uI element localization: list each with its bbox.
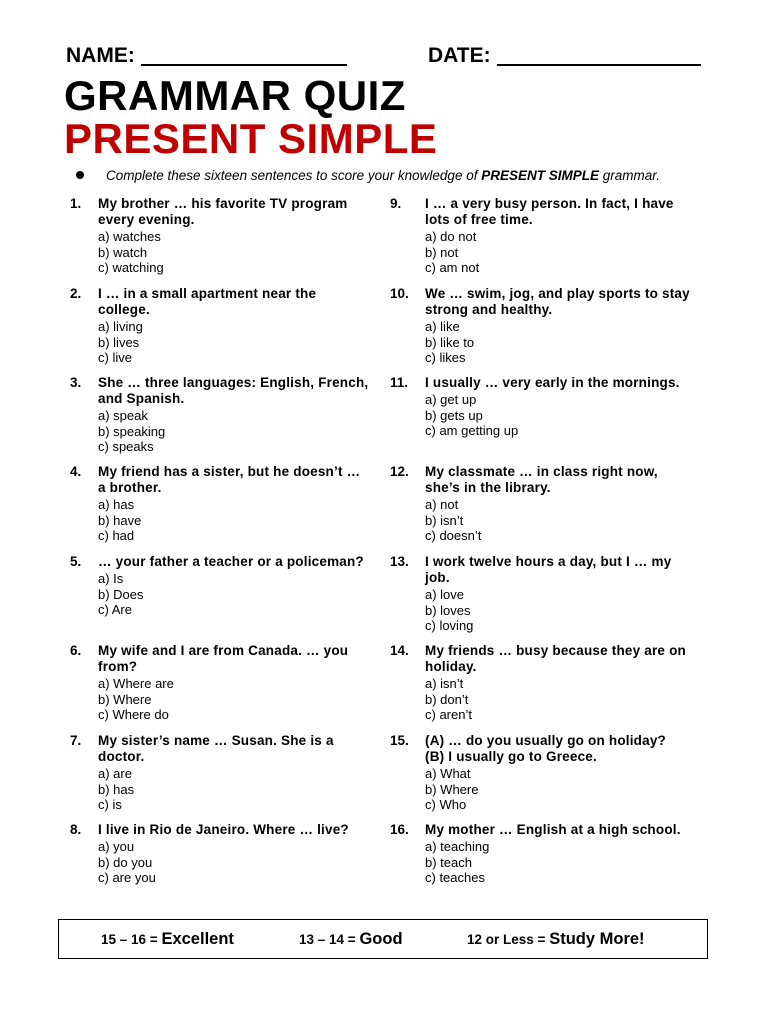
answer-option-c[interactable]: c) had — [98, 528, 135, 543]
answer-option-a[interactable]: a) get up — [425, 392, 477, 407]
answer-option-a[interactable]: a) do not — [425, 229, 477, 244]
quiz-subtitle: PRESENT SIMPLE — [64, 115, 438, 162]
question-number: 8. — [70, 822, 82, 837]
answer-options — [425, 229, 690, 276]
answer-option-a[interactable]: a) are — [98, 766, 132, 781]
question-number: 10. — [390, 286, 409, 301]
score-label-study-more: Study More! — [549, 930, 645, 948]
answer-options — [425, 497, 690, 544]
question-text: My classmate … in class right now, she’s in the library. — [425, 464, 658, 495]
score-good — [299, 930, 403, 949]
answer-option-b[interactable]: b) like to — [425, 334, 475, 350]
question-text: I … in a small apartment near the college. — [98, 286, 317, 317]
date-field — [428, 44, 701, 68]
bullet-icon — [76, 171, 84, 179]
question-text: I … a very busy person. In fact, I have lots of free time. — [425, 196, 674, 227]
question-number: 7. — [70, 733, 82, 748]
score-range-excellent: 15 – 16 = — [101, 932, 158, 947]
question-10 — [390, 286, 690, 366]
answer-option-b[interactable]: b) isn’t — [425, 512, 464, 528]
question-text: I usually … very early in the mornings. — [425, 375, 680, 390]
question-text: We … swim, jog, and play sports to stay strong and healthy. — [425, 286, 690, 317]
answer-options — [98, 408, 370, 455]
question-13 — [390, 554, 690, 634]
question-number: 1. — [70, 196, 82, 211]
answer-options — [98, 839, 370, 886]
answer-option-b[interactable]: b) teach — [425, 854, 472, 870]
question-number: 11. — [390, 375, 409, 390]
answer-options — [98, 229, 370, 276]
question-11 — [390, 375, 690, 439]
name-field — [66, 44, 347, 68]
answer-option-c[interactable]: c) teaches — [425, 870, 485, 885]
answer-option-c[interactable]: c) Where do — [98, 707, 169, 722]
answer-option-b[interactable]: b) do you — [98, 854, 153, 870]
question-number: 3. — [70, 375, 82, 390]
answer-option-b[interactable]: b) gets up — [425, 407, 483, 423]
answer-options — [98, 766, 370, 813]
answer-option-b[interactable]: b) lives — [98, 334, 140, 350]
question-text: My friend has a sister, but he doesn’t … a brother. — [98, 464, 361, 495]
name-date-row — [66, 44, 706, 74]
question-text: … your father a teacher or a policeman? — [98, 554, 364, 569]
answer-option-c[interactable]: c) speaks — [98, 439, 154, 454]
answer-option-a[interactable]: a) like — [425, 319, 460, 334]
question-number: 15. — [390, 733, 409, 748]
answer-options — [425, 587, 690, 634]
answer-option-a[interactable]: a) teaching — [425, 839, 490, 854]
answer-option-b[interactable]: b) speaking — [98, 423, 166, 439]
answer-option-b[interactable]: b) don’t — [425, 691, 469, 707]
answer-option-c[interactable]: c) live — [98, 350, 132, 365]
answer-option-b[interactable]: b) Where — [98, 691, 152, 707]
instructions-text-after: grammar. — [602, 168, 661, 183]
question-text: She … three languages: English, French, and Spanish. — [98, 375, 369, 406]
instructions-text-before: Complete these sixteen sentences to score your knowledge of — [106, 168, 478, 183]
question-8 — [70, 822, 370, 886]
date-blank-line[interactable] — [497, 44, 701, 66]
answer-option-c[interactable]: c) watching — [98, 260, 164, 275]
answer-option-c[interactable]: c) likes — [425, 350, 466, 365]
question-number: 16. — [390, 822, 409, 837]
question-15 — [390, 733, 690, 813]
question-text: I live in Rio de Janeiro. Where … live? — [98, 822, 349, 837]
question-number: 4. — [70, 464, 82, 479]
score-label-excellent: Excellent — [161, 930, 234, 948]
answer-option-a[interactable]: a) you — [98, 839, 135, 854]
score-label-good: Good — [359, 930, 403, 948]
answer-options — [425, 676, 690, 723]
answer-option-c[interactable]: c) am getting up — [425, 423, 519, 438]
question-number: 6. — [70, 643, 82, 658]
score-study-more — [467, 930, 645, 949]
question-number: 14. — [390, 643, 409, 658]
answer-options — [425, 839, 690, 886]
question-text: (A) … do you usually go on holiday? (B) I usually go to Greece. — [425, 733, 666, 764]
question-number: 12. — [390, 464, 409, 479]
name-blank-line[interactable] — [141, 44, 347, 66]
answer-option-a[interactable]: a) What — [425, 766, 471, 781]
question-4 — [70, 464, 370, 544]
score-range-study-more: 12 or Less = — [467, 932, 546, 947]
answer-option-a[interactable]: a) not — [425, 497, 459, 512]
question-7 — [70, 733, 370, 813]
answer-option-a[interactable]: a) has — [98, 497, 135, 512]
question-6 — [70, 643, 370, 723]
answer-options — [98, 571, 370, 618]
question-2 — [70, 286, 370, 366]
answer-options — [425, 392, 690, 439]
answer-option-a[interactable]: a) speak — [98, 408, 148, 423]
score-box — [58, 919, 708, 959]
question-number: 2. — [70, 286, 82, 301]
answer-option-b[interactable]: b) not — [425, 244, 459, 260]
instructions — [76, 168, 660, 183]
question-3 — [70, 375, 370, 455]
answer-option-b[interactable]: b) watch — [98, 244, 148, 260]
answer-option-c[interactable]: c) loving — [425, 618, 474, 633]
question-text: My brother … his favorite TV program every evening. — [98, 196, 348, 227]
instructions-text-bold: PRESENT SIMPLE — [481, 168, 600, 183]
question-5 — [70, 554, 370, 618]
name-label: NAME: — [66, 44, 135, 67]
answer-option-c[interactable]: c) are you — [98, 870, 156, 885]
answer-option-b[interactable]: b) Does — [98, 586, 144, 602]
answer-option-a[interactable]: a) isn’t — [425, 676, 464, 691]
question-9 — [390, 196, 690, 276]
date-label: DATE: — [428, 44, 491, 67]
answer-options — [98, 676, 370, 723]
question-number: 9. — [390, 196, 402, 211]
question-text: My friends … busy because they are on holiday. — [425, 643, 686, 674]
answer-option-a[interactable]: a) Is — [98, 571, 124, 586]
answer-options — [425, 319, 690, 366]
answer-option-b[interactable]: b) loves — [425, 602, 471, 618]
question-text: My mother … English at a high school. — [425, 822, 681, 837]
answer-option-a[interactable]: a) watches — [98, 229, 161, 244]
answer-option-c[interactable]: c) Who — [425, 797, 467, 812]
question-text: My sister’s name … Susan. She is a doctor. — [98, 733, 334, 764]
question-16 — [390, 822, 690, 886]
question-12 — [390, 464, 690, 544]
answer-option-c[interactable]: c) am not — [425, 260, 480, 275]
answer-options — [98, 319, 370, 366]
quiz-title: GRAMMAR QUIZ — [64, 72, 406, 119]
question-14 — [390, 643, 690, 723]
question-number: 5. — [70, 554, 82, 569]
answer-option-b[interactable]: b) has — [98, 781, 135, 797]
answer-option-c[interactable]: c) Are — [98, 602, 132, 617]
answer-option-b[interactable]: b) Where — [425, 781, 479, 797]
answer-option-a[interactable]: a) living — [98, 319, 143, 334]
answer-option-c[interactable]: c) aren’t — [425, 707, 472, 722]
answer-option-b[interactable]: b) have — [98, 512, 142, 528]
answer-options — [425, 766, 690, 813]
answer-options — [98, 497, 370, 544]
question-text: My wife and I are from Canada. … you from? — [98, 643, 349, 674]
answer-option-a[interactable]: a) love — [425, 587, 465, 602]
question-1 — [70, 196, 370, 276]
answer-option-c[interactable]: c) is — [98, 797, 122, 812]
score-excellent — [101, 930, 234, 949]
answer-option-c[interactable]: c) doesn’t — [425, 528, 482, 543]
answer-option-a[interactable]: a) Where are — [98, 676, 174, 691]
question-text: I work twelve hours a day, but I … my job. — [425, 554, 672, 585]
question-number: 13. — [390, 554, 409, 569]
score-range-good: 13 – 14 = — [299, 932, 356, 947]
